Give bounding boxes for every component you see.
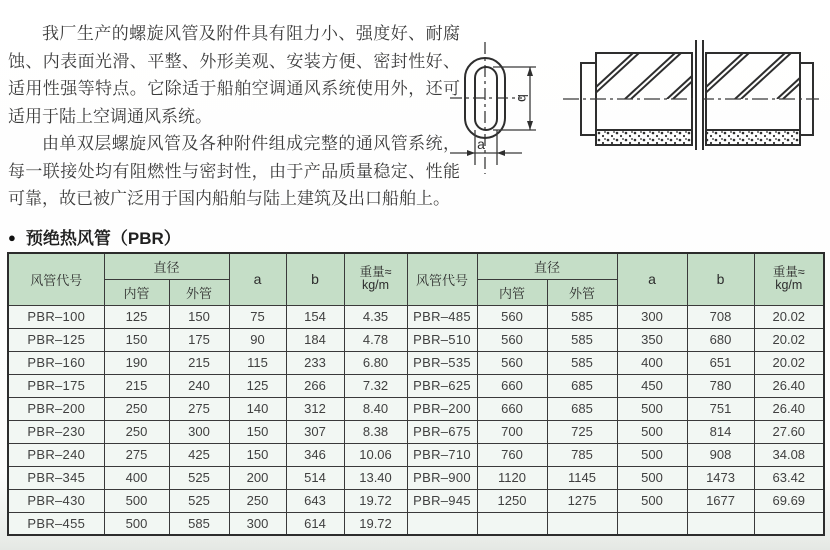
header-diameter: 直径 <box>104 253 229 279</box>
value-cell: 150 <box>229 420 286 443</box>
table-row <box>8 397 824 420</box>
value-cell: 63.42 <box>754 466 824 489</box>
value-cell: 154 <box>286 305 344 328</box>
header-weight-line2: kg/m <box>775 278 803 293</box>
value-cell: 450 <box>617 374 687 397</box>
header-weight-line1: 重量≈ <box>772 265 805 280</box>
value-cell: 20.02 <box>754 351 824 374</box>
value-cell: 760 <box>477 443 547 466</box>
duct-code-cell: PBR–485 <box>407 305 477 328</box>
value-cell: 660 <box>477 397 547 420</box>
value-cell: 4.35 <box>344 305 407 328</box>
value-cell: 233 <box>286 351 344 374</box>
value-cell: 560 <box>477 305 547 328</box>
value-cell: 125 <box>229 374 286 397</box>
value-cell: 250 <box>229 489 286 512</box>
value-cell <box>617 512 687 535</box>
section-title <box>8 224 181 249</box>
duct-cross-section-diagram <box>436 16 570 206</box>
duct-code-cell: PBR–100 <box>8 305 104 328</box>
value-cell: 500 <box>104 512 169 535</box>
value-cell: 26.40 <box>754 374 824 397</box>
table-row <box>8 351 824 374</box>
value-cell: 708 <box>687 305 754 328</box>
dim-a-label: a <box>477 136 485 152</box>
value-cell: 350 <box>617 328 687 351</box>
value-cell: 780 <box>687 374 754 397</box>
value-cell: 346 <box>286 443 344 466</box>
value-cell: 200 <box>229 466 286 489</box>
value-cell: 75 <box>229 305 286 328</box>
header-diameter: 直径 <box>477 253 617 279</box>
value-cell: 150 <box>104 328 169 351</box>
value-cell: 1120 <box>477 466 547 489</box>
value-cell: 585 <box>169 512 229 535</box>
header-inner-tube: 内管 <box>477 279 547 305</box>
table-row <box>8 489 824 512</box>
header-weight <box>344 253 407 305</box>
table-row <box>8 305 824 328</box>
duct-code-cell: PBR–240 <box>8 443 104 466</box>
section-title-text: 预绝热风管（PBR） <box>25 229 181 248</box>
value-cell: 7.32 <box>344 374 407 397</box>
header-outer-tube: 外管 <box>547 279 617 305</box>
pbr-duct-table <box>7 252 825 536</box>
value-cell: 19.72 <box>344 489 407 512</box>
intro-paragraph-2: 由单双层螺旋风管及各种附件组成完整的通风管系统，每一联接处均有阻燃性与密封性，由于产品质量稳定、性能可靠，故已被广泛用于国内船舶与陆上建筑及出口船舶上。 <box>8 134 460 208</box>
table-row <box>8 374 824 397</box>
duct-code-cell: PBR–345 <box>8 466 104 489</box>
value-cell <box>477 512 547 535</box>
value-cell: 240 <box>169 374 229 397</box>
value-cell: 585 <box>547 328 617 351</box>
value-cell: 275 <box>169 397 229 420</box>
duct-code-cell: PBR–455 <box>8 512 104 535</box>
value-cell <box>754 512 824 535</box>
table-body <box>8 305 824 535</box>
value-cell: 90 <box>229 328 286 351</box>
value-cell: 266 <box>286 374 344 397</box>
value-cell: 560 <box>477 328 547 351</box>
value-cell: 250 <box>104 397 169 420</box>
value-cell: 525 <box>169 489 229 512</box>
value-cell: 8.40 <box>344 397 407 420</box>
value-cell: 184 <box>286 328 344 351</box>
value-cell: 500 <box>104 489 169 512</box>
value-cell: 27.60 <box>754 420 824 443</box>
value-cell: 500 <box>617 443 687 466</box>
value-cell: 13.40 <box>344 466 407 489</box>
value-cell: 660 <box>477 374 547 397</box>
value-cell: 140 <box>229 397 286 420</box>
header-a: a <box>617 253 687 305</box>
duct-code-cell: PBR–675 <box>407 420 477 443</box>
value-cell: 4.78 <box>344 328 407 351</box>
value-cell: 585 <box>547 305 617 328</box>
value-cell: 560 <box>477 351 547 374</box>
value-cell: 425 <box>169 443 229 466</box>
value-cell: 275 <box>104 443 169 466</box>
table-row <box>8 328 824 351</box>
value-cell: 215 <box>169 351 229 374</box>
duct-code-cell: PBR–430 <box>8 489 104 512</box>
duct-side-view-diagram <box>561 26 823 162</box>
value-cell: 700 <box>477 420 547 443</box>
table-row <box>8 512 824 535</box>
value-cell: 500 <box>617 420 687 443</box>
header-weight-line1: 重量≈ <box>359 265 392 280</box>
value-cell: 500 <box>617 489 687 512</box>
value-cell: 908 <box>687 443 754 466</box>
value-cell: 250 <box>104 420 169 443</box>
header-duct-code: 风管代号 <box>407 253 477 305</box>
value-cell: 751 <box>687 397 754 420</box>
value-cell: 1250 <box>477 489 547 512</box>
value-cell: 69.69 <box>754 489 824 512</box>
duct-code-cell: PBR–535 <box>407 351 477 374</box>
value-cell: 175 <box>169 328 229 351</box>
value-cell: 1473 <box>687 466 754 489</box>
value-cell: 20.02 <box>754 305 824 328</box>
value-cell: 8.38 <box>344 420 407 443</box>
duct-code-cell: PBR–510 <box>407 328 477 351</box>
value-cell: 190 <box>104 351 169 374</box>
dim-b-label: b <box>515 94 531 102</box>
header-duct-code: 风管代号 <box>8 253 104 305</box>
value-cell: 20.02 <box>754 328 824 351</box>
duct-code-cell: PBR–900 <box>407 466 477 489</box>
table-row <box>8 420 824 443</box>
header-outer-tube: 外管 <box>169 279 229 305</box>
value-cell: 1145 <box>547 466 617 489</box>
duct-code-cell: PBR–710 <box>407 443 477 466</box>
value-cell: 300 <box>169 420 229 443</box>
value-cell: 26.40 <box>754 397 824 420</box>
value-cell: 34.08 <box>754 443 824 466</box>
duct-code-cell: PBR–945 <box>407 489 477 512</box>
value-cell: 814 <box>687 420 754 443</box>
value-cell: 725 <box>547 420 617 443</box>
duct-code-cell: PBR–200 <box>407 397 477 420</box>
value-cell: 685 <box>547 397 617 420</box>
intro-paragraph-1: 我厂生产的螺旋风管及附件具有阻力小、强度好、耐腐蚀、内表面光滑、平整、外形美观、安装方便、密封性好、适用性强等特点。它除适于船舶空调通风系统使用外，还可适用于陆上空调通风系统。 <box>8 24 460 126</box>
value-cell: 400 <box>617 351 687 374</box>
table-row <box>8 466 824 489</box>
duct-code-cell: PBR–160 <box>8 351 104 374</box>
duct-code-cell: PBR–125 <box>8 328 104 351</box>
duct-code-cell: PBR–230 <box>8 420 104 443</box>
value-cell: 300 <box>617 305 687 328</box>
intro-paragraphs <box>8 20 460 213</box>
value-cell: 525 <box>169 466 229 489</box>
value-cell: 115 <box>229 351 286 374</box>
table-header <box>8 253 824 305</box>
value-cell: 1677 <box>687 489 754 512</box>
duct-code-cell: PBR–625 <box>407 374 477 397</box>
header-b: b <box>687 253 754 305</box>
value-cell: 651 <box>687 351 754 374</box>
value-cell: 300 <box>229 512 286 535</box>
value-cell <box>687 512 754 535</box>
value-cell: 1275 <box>547 489 617 512</box>
value-cell: 685 <box>547 374 617 397</box>
value-cell: 500 <box>617 466 687 489</box>
value-cell: 150 <box>169 305 229 328</box>
bullet-icon: ● <box>8 230 16 245</box>
header-inner-tube: 内管 <box>104 279 169 305</box>
table-row <box>8 443 824 466</box>
header-b: b <box>286 253 344 305</box>
value-cell: 307 <box>286 420 344 443</box>
value-cell: 312 <box>286 397 344 420</box>
header-weight-line2: kg/m <box>361 278 390 293</box>
header-a: a <box>229 253 286 305</box>
value-cell: 6.80 <box>344 351 407 374</box>
value-cell: 643 <box>286 489 344 512</box>
duct-code-cell: PBR–200 <box>8 397 104 420</box>
value-cell: 680 <box>687 328 754 351</box>
value-cell: 614 <box>286 512 344 535</box>
value-cell: 400 <box>104 466 169 489</box>
value-cell: 514 <box>286 466 344 489</box>
value-cell <box>547 512 617 535</box>
value-cell: 785 <box>547 443 617 466</box>
header-weight <box>754 253 824 305</box>
value-cell: 215 <box>104 374 169 397</box>
value-cell: 585 <box>547 351 617 374</box>
value-cell: 500 <box>617 397 687 420</box>
duct-code-cell <box>407 512 477 535</box>
value-cell: 19.72 <box>344 512 407 535</box>
value-cell: 150 <box>229 443 286 466</box>
value-cell: 10.06 <box>344 443 407 466</box>
duct-code-cell: PBR–175 <box>8 374 104 397</box>
value-cell: 125 <box>104 305 169 328</box>
